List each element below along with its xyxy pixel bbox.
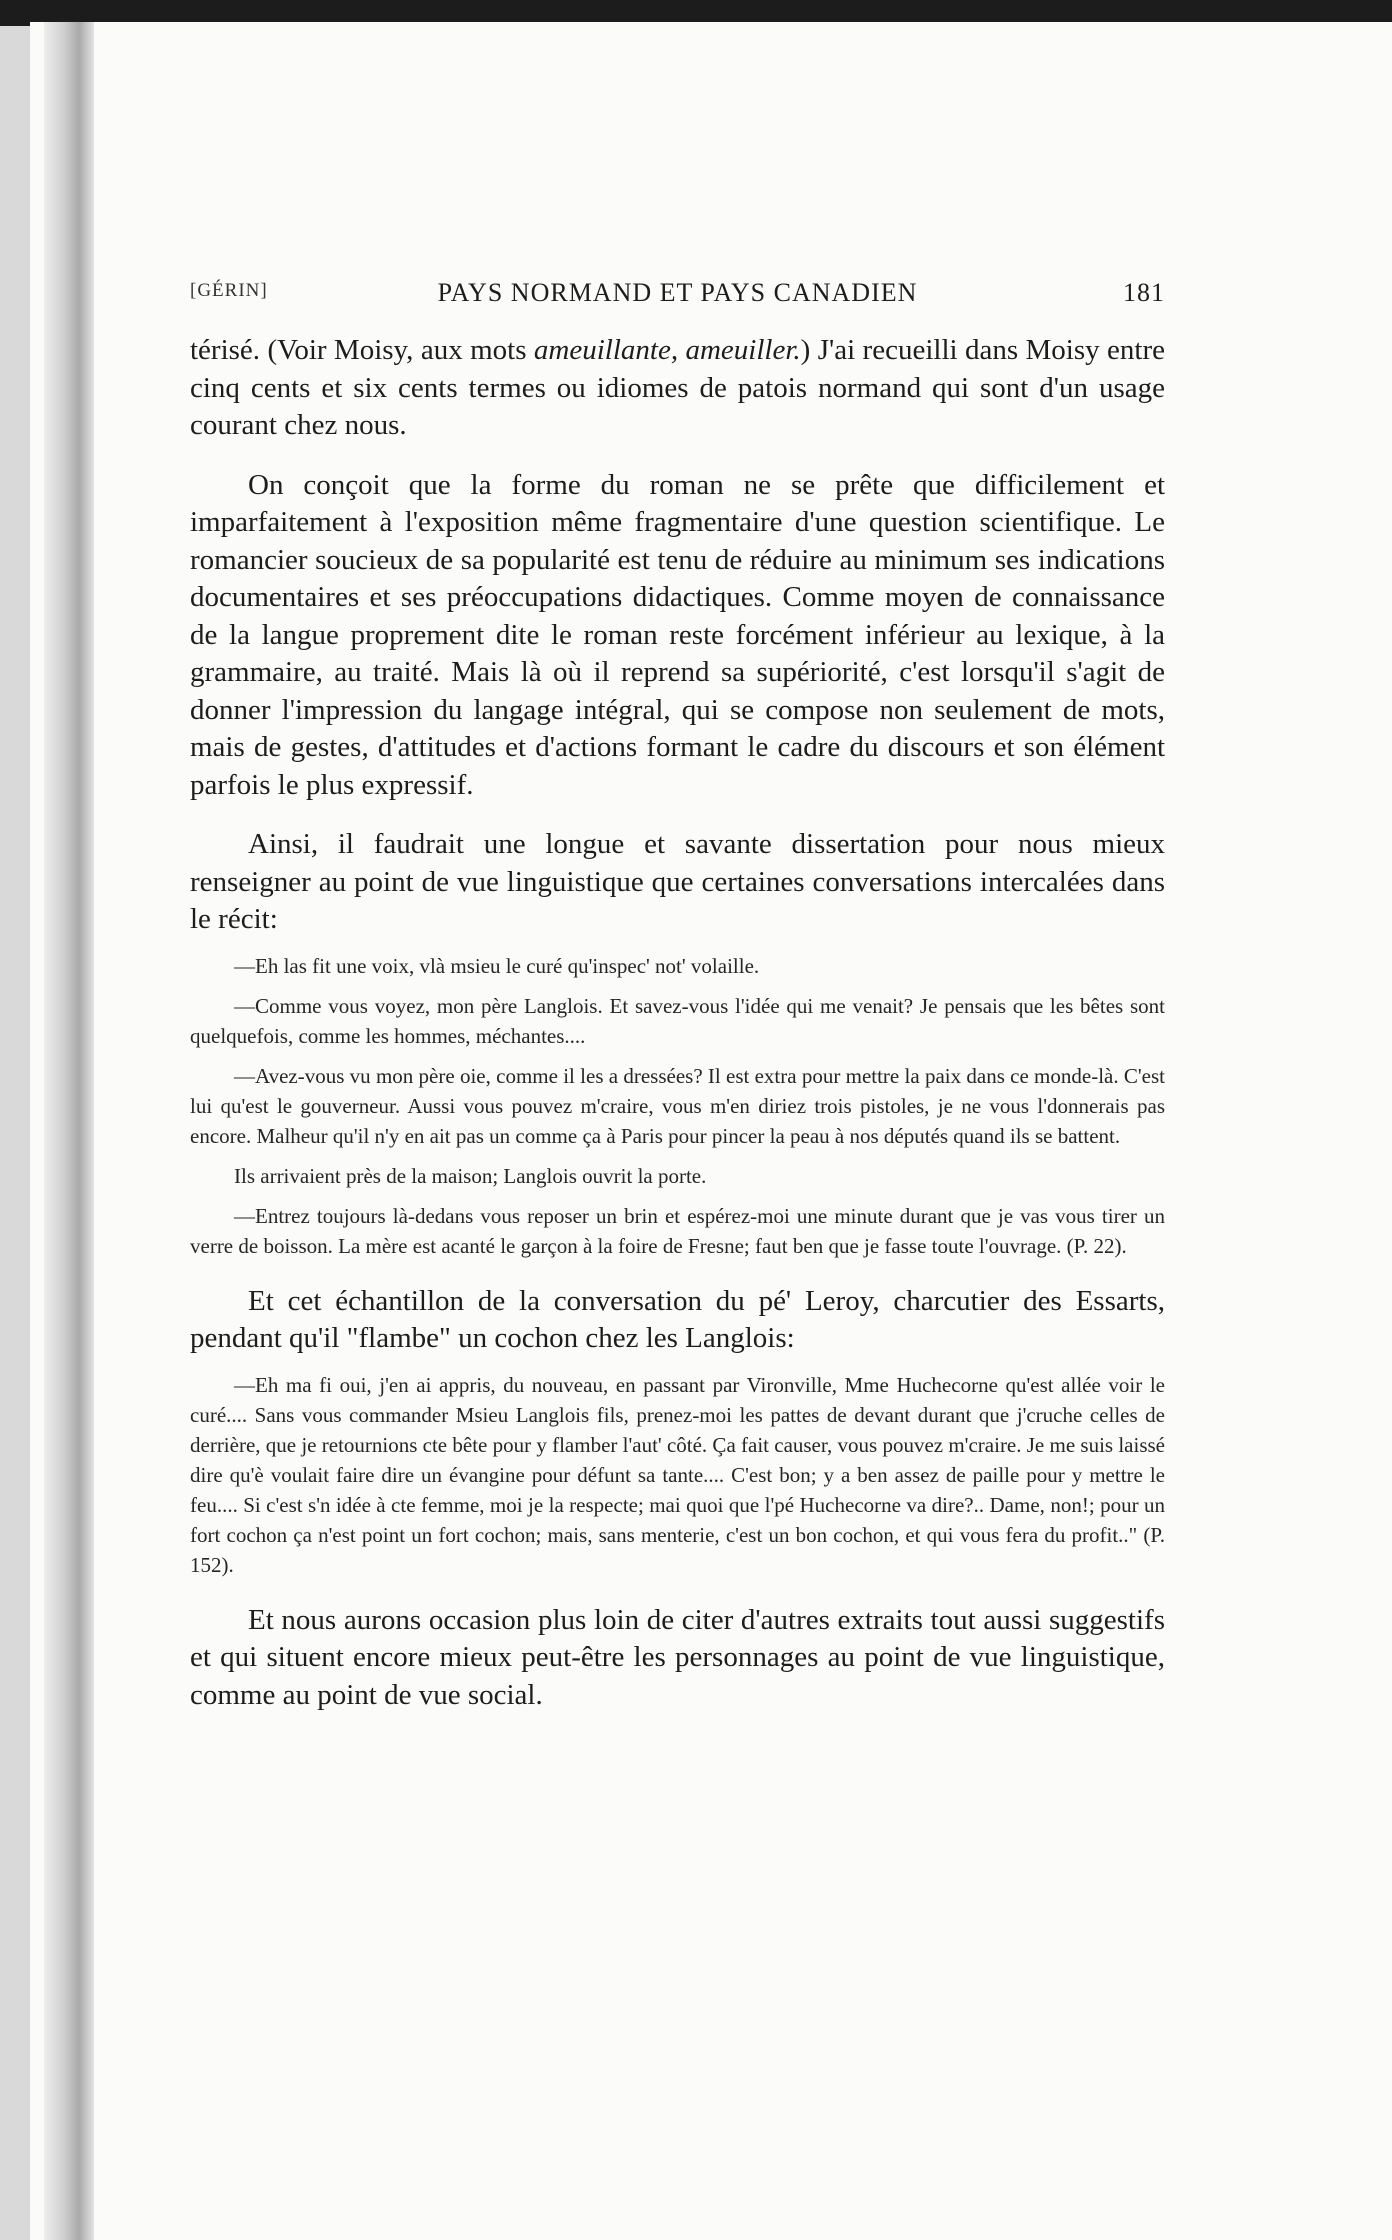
- paragraph-1-end: ) J'ai recueilli dans Moisy entre cinq cents et six cents termes ou idiomes de patois normand qui sont d'un usage courant chez nous.: [190, 334, 1165, 441]
- quote-6: —Eh ma fi oui, j'en ai appris, du nouveau, en passant par Vironville, Mme Huchecorne qu'est allée voir le curé.... Sans vous commander Msieu Langlois fils, prenez-moi les pattes de devant durant que j'cruche celles de derrière, que je retournions cte bête pour y flamber l'aut' côté. Ça fait causer, vous pouvez m'craire. Je me suis laissé dire qu'è voulait faire dire un évangine pour défunt sa tante.... C'est bon; y a ben assez de paille pour y mettre le feu.... Si c'est s'n idée à cte femme, moi je la respecte; mai quoi que l'pé Huchecorne va dire?.. Dame, non!; pour un fort cochon ça n'est point un fort cochon; mais, sans menterie, c'est un bon cochon, et qui vous fera du profit.." (P. 152).: [190, 1372, 1165, 1577]
- paragraph-1-italic: ameuillante, ameuiller.: [533, 334, 801, 366]
- header-title: PAYS NORMAND ET PAYS CANADIEN: [437, 278, 918, 307]
- text-block: [190, 250, 1165, 1714]
- page-gutter: [44, 22, 94, 2240]
- paragraph-2: On conçoit que la forme du roman ne se prête que difficilement et imparfaitement à l'exposition même fragmentaire d'une question scientifique. Le romancier soucieux de sa popularité est tenu de réduire au minimum ses indications documentaires et ses préoccupations didactiques. Comme moyen de connaissance de la langue proprement dite le roman reste forcément inférieur au lexique, à la grammaire, au traité. Mais là où il reprend sa supériorité, c'est lorsqu'il s'agit de donner l'impression du langage intégral, qui se compose non seulement de mots, mais de gestes, d'attitudes et d'actions formant le cadre du discours et son élément parfois le plus expressif.: [190, 468, 1165, 801]
- book-page: [30, 22, 1392, 2240]
- header-author: [GÉRIN]: [190, 280, 268, 301]
- quote-1: —Eh las fit une voix, vlà msieu le curé qu'inspec' not' volaille.: [234, 953, 760, 978]
- paragraph-3: Ainsi, il faudrait une longue et savante dissertation pour nous mieux renseigner au point de vue linguistique que certaines conversations intercalées dans le récit:: [190, 828, 1165, 935]
- paragraph-1: [190, 332, 1165, 445]
- quote-4: Ils arrivaient près de la maison; Langlois ouvrit la porte.: [234, 1163, 707, 1188]
- quote-2: —Comme vous voyez, mon père Langlois. Et savez-vous l'idée qui me venait? Je pensais que les bêtes sont quelquefois, comme les hommes, méchantes....: [190, 993, 1165, 1048]
- quote-5: —Entrez toujours là-dedans vous reposer un brin et espérez-moi une minute durant que je vas vous tirer un verre de boisson. La mère est acanté le garçon à la foire de Fresne; faut ben que je fasse toute l'ouvrage. (P. 22).: [190, 1203, 1165, 1258]
- paragraph-1-start: térisé. (Voir Moisy, aux mots: [190, 334, 534, 366]
- running-header: [190, 250, 1165, 310]
- quote-3: —Avez-vous vu mon père oie, comme il les a dressées? Il est extra pour mettre la paix dans ce monde-là. C'est lui qu'est le gouverneur. Aussi vous pouvez m'craire, vous m'en diriez trois pistoles, je ne vous l'donnerais pas encore. Malheur qu'il n'y en ait pas un comme ça à Paris pour pincer la peau à nos députés quand ils se battent.: [190, 1063, 1165, 1148]
- paragraph-5: Et nous aurons occasion plus loin de citer d'autres extraits tout aussi suggestifs et qui situent encore mieux peut-être les personnages au point de vue linguistique, comme au point de vue social.: [190, 1603, 1165, 1711]
- paragraph-4: Et cet échantillon de la conversation du pé' Leroy, charcutier des Essarts, pendant qu'il "flambe" un cochon chez les Langlois:: [190, 1284, 1165, 1354]
- scan-left-shadow: [0, 26, 30, 2240]
- page-number: 181: [1123, 278, 1165, 307]
